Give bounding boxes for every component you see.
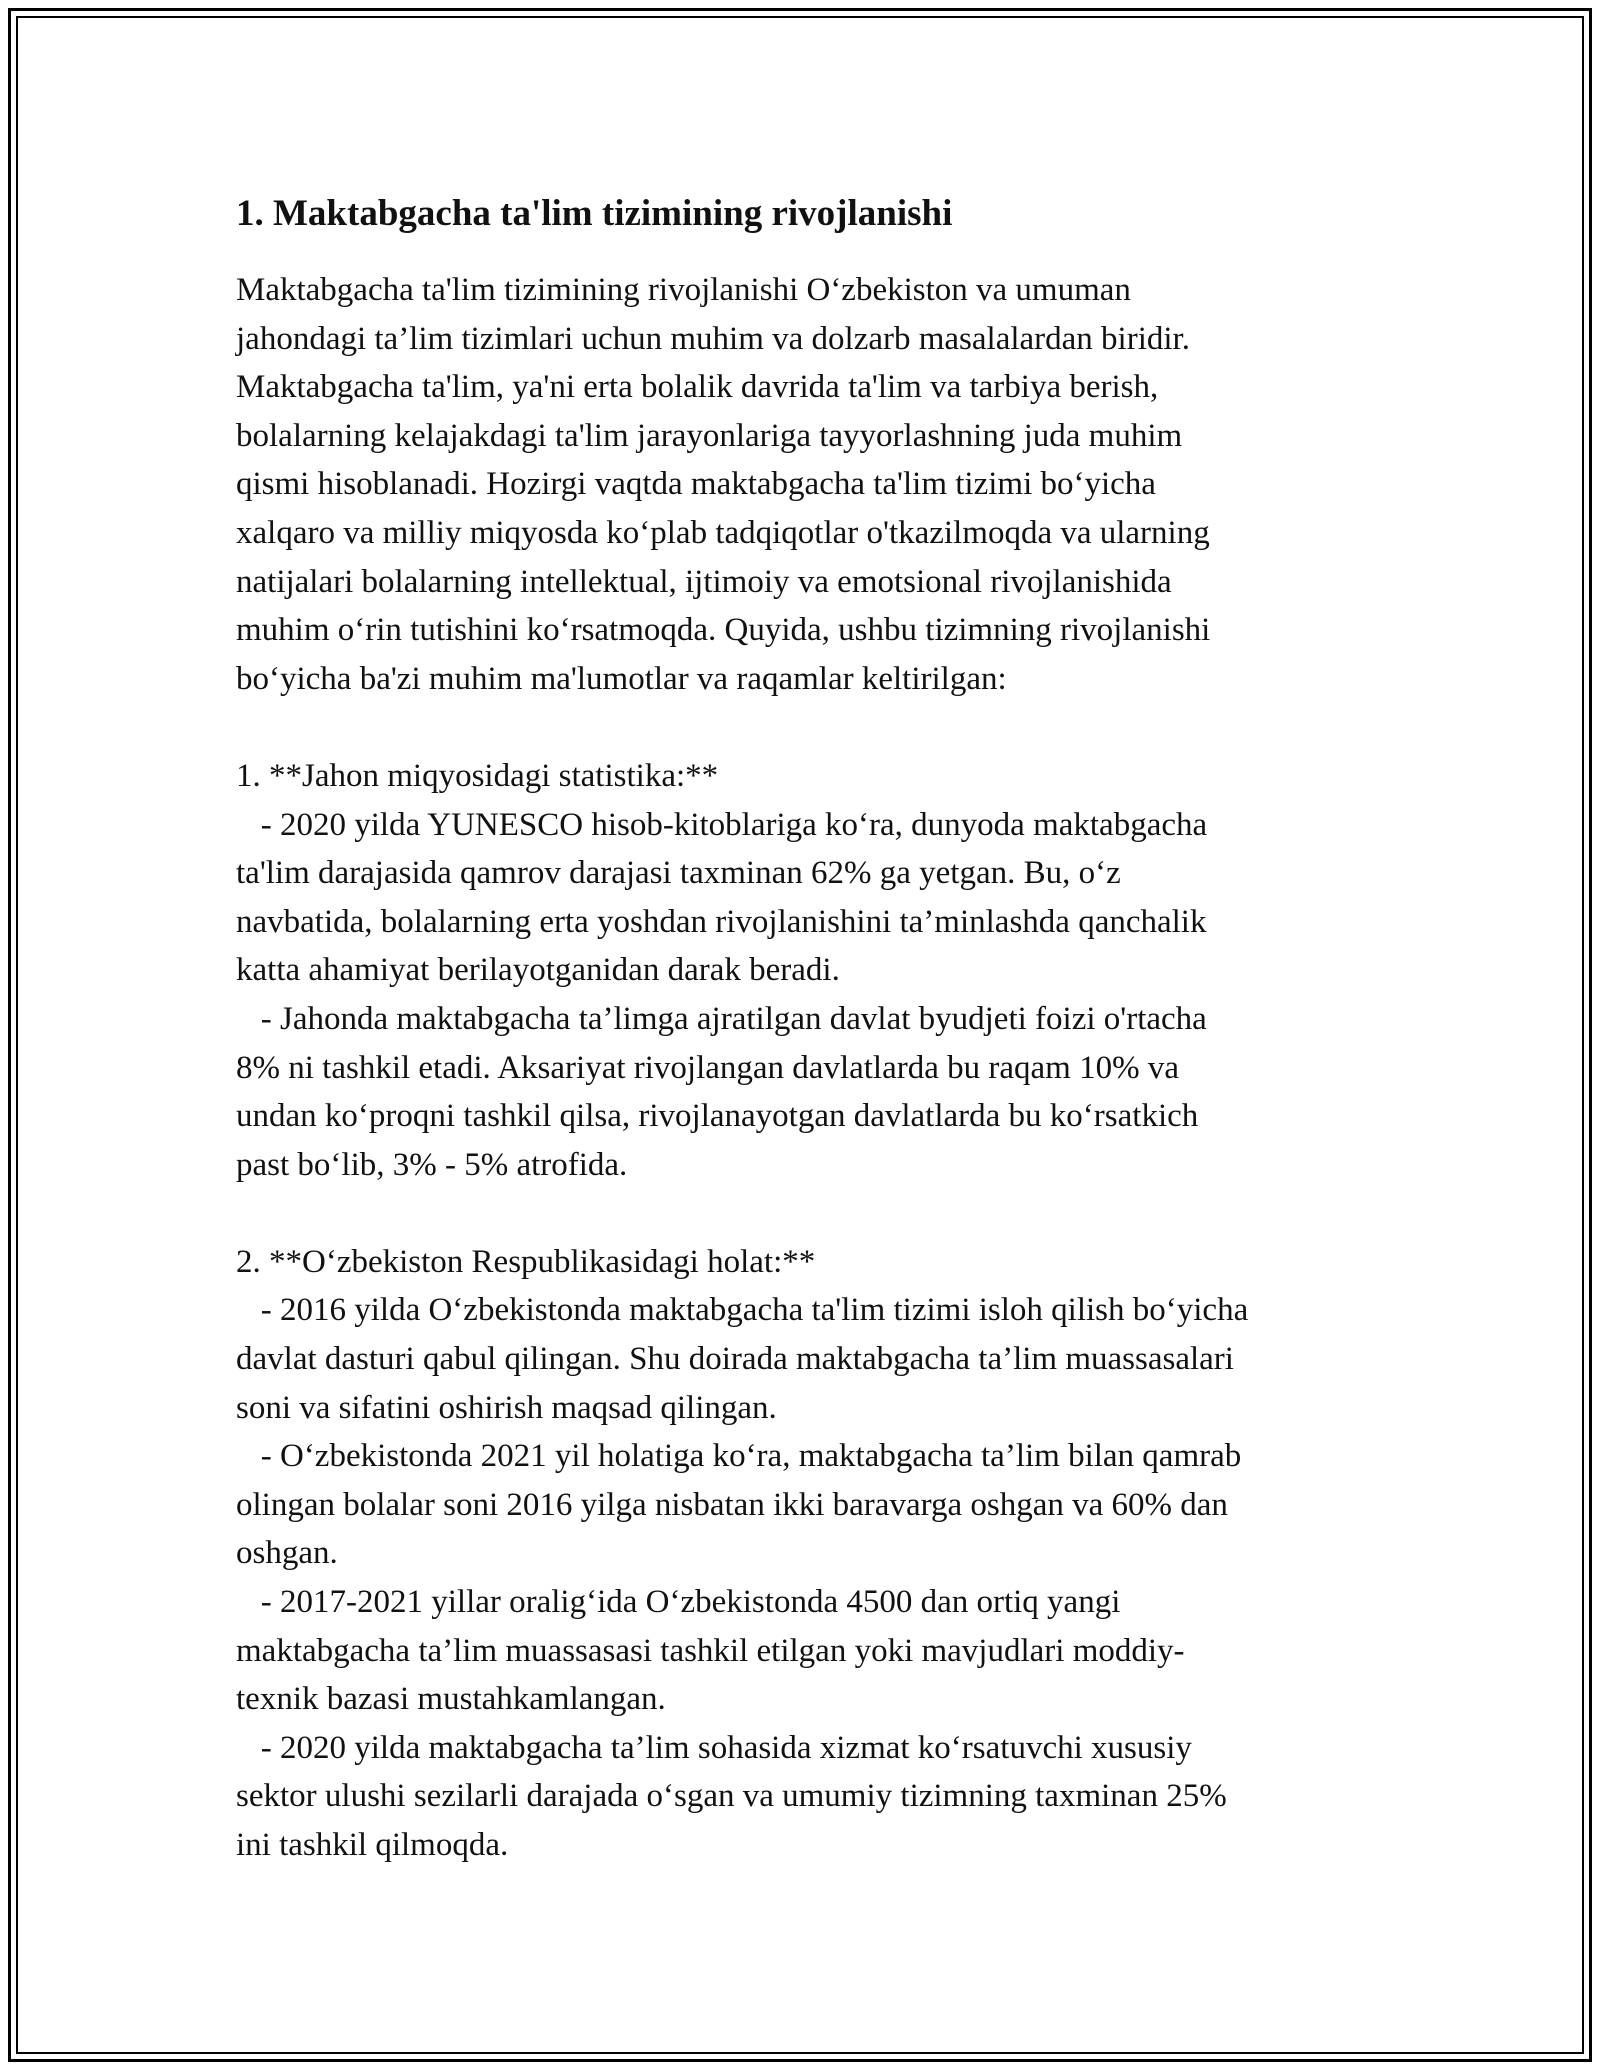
bullet-line: soni va sifatini oshirish maqsad qilingan.	[236, 1389, 777, 1426]
intro-line: natijalari bolalarning intellektual, ijtimoiy va emotsional rivojlanishida	[236, 563, 1172, 600]
bullet-item	[236, 1724, 1366, 1870]
bullet-line: texnik bazasi mustahkamlangan.	[236, 1681, 666, 1718]
intro-line: muhim o‘rin tutishini ko‘rsatmoqda. Quyida, ushbu tizimning rivojlanishi	[236, 612, 1211, 649]
list-section	[236, 1238, 1366, 1870]
bullet-line: undan ko‘proqni tashkil qilsa, rivojlanayotgan davlatlarda bu ko‘rsatkich	[236, 1098, 1199, 1135]
bullet-line: katta ahamiyat berilayotganidan darak beradi.	[236, 952, 840, 989]
document-title: 1. Maktabgacha ta'lim tizimining rivojlanishi	[236, 193, 953, 234]
document-body	[236, 186, 1366, 1870]
intro-line: jahondagi ta’lim tizimlari uchun muhim va dolzarb masalalardan biridir.	[236, 320, 1190, 357]
bullet-line: ta'lim darajasida qamrov darajasi taxminan 62% ga yetgan. Bu, o‘z	[236, 855, 1121, 892]
bullet-line: olingan bolalar soni 2016 yilga nisbatan ikki baravarga oshgan va 60% dan	[236, 1486, 1228, 1523]
bullet-line: past bo‘lib, 3% - 5% atrofida.	[236, 1146, 628, 1183]
bullet-line: ini tashkil qilmoqda.	[236, 1827, 509, 1863]
sections-container	[236, 752, 1366, 1870]
bullet-line: davlat dasturi qabul qilingan. Shu doirada maktabgacha ta’lim muassasalari	[236, 1341, 1234, 1378]
bullet-item	[236, 1286, 1366, 1432]
intro-line: bolalarning kelajakdagi ta'lim jarayonlariga tayyorlashning juda muhim	[236, 417, 1183, 454]
intro-paragraph	[236, 266, 1366, 703]
intro-line: Maktabgacha ta'lim, ya'ni erta bolalik davrida ta'lim va tarbiya berish,	[236, 369, 1159, 406]
intro-line: bo‘yicha ba'zi muhim ma'lumotlar va raqamlar keltirilgan:	[236, 660, 1007, 697]
bullet-line: 8% ni tashkil etadi. Aksariyat rivojlangan davlatlarda bu raqam 10% va	[236, 1049, 1179, 1086]
bullet-line: oshgan.	[236, 1535, 338, 1572]
bullet-line: - 2020 yilda maktabgacha ta’lim sohasida xizmat ko‘rsatuvchi xususiy	[236, 1729, 1192, 1766]
bullet-line: navbatida, bolalarning erta yoshdan rivojlanishini ta’minlashda qanchalik	[236, 903, 1207, 940]
bullet-line: - 2017-2021 yillar oralig‘ida O‘zbekistonda 4500 dan ortiq yangi	[236, 1584, 1121, 1621]
bullet-item	[236, 801, 1366, 995]
section-heading: 2. **O‘zbekiston Respublikasidagi holat:**	[236, 1243, 816, 1280]
bullet-line: sektor ulushi sezilarli darajada o‘sgan va umumiy tizimning taxminan 25%	[236, 1778, 1227, 1815]
bullet-item	[236, 1432, 1366, 1578]
bullet-line: - Jahonda maktabgacha ta’limga ajratilgan davlat byudjeti foizi o'rtacha	[236, 1000, 1207, 1037]
bullet-item	[236, 995, 1366, 1189]
intro-line: Maktabgacha ta'lim tizimining rivojlanishi O‘zbekiston va umuman	[236, 272, 1131, 308]
list-section	[236, 752, 1366, 1189]
intro-line: xalqaro va milliy miqyosda ko‘plab tadqiqotlar o'tkazilmoqda va ularning	[236, 514, 1210, 551]
bullet-line: - 2020 yilda YUNESCO hisob-kitoblariga ko‘ra, dunyoda maktabgacha	[236, 806, 1208, 843]
intro-line: qismi hisoblanadi. Hozirgi vaqtda maktabgacha ta'lim tizimi bo‘yicha	[236, 466, 1156, 503]
bullet-item	[236, 1578, 1366, 1724]
bullet-line: - O‘zbekistonda 2021 yil holatiga ko‘ra, maktabgacha ta’lim bilan qamrab	[236, 1438, 1242, 1475]
bullet-line: - 2016 yilda O‘zbekistonda maktabgacha ta'lim tizimi isloh qilish bo‘yicha	[236, 1292, 1249, 1329]
section-heading: 1. **Jahon miqyosidagi statistika:**	[236, 757, 719, 794]
bullet-line: maktabgacha ta’lim muassasasi tashkil etilgan yoki mavjudlari moddiy-	[236, 1632, 1185, 1669]
